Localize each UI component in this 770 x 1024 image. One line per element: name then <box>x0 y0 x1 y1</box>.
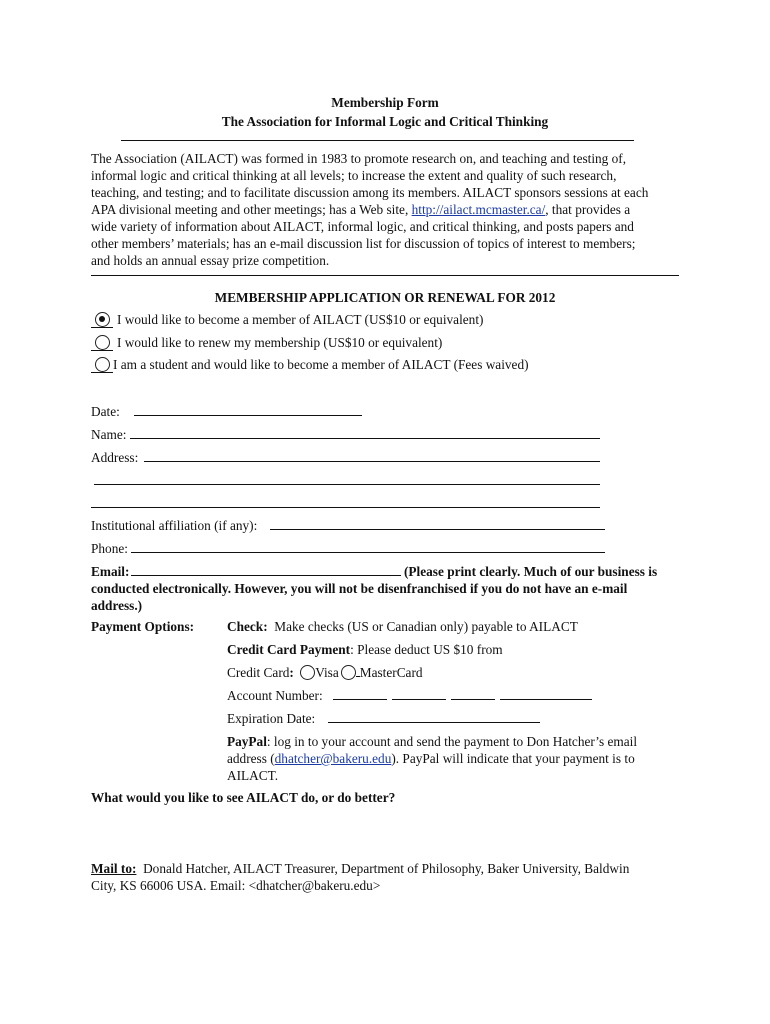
intro-line-3: teaching, and testing; and to facilitate discussion among its members. AILACT sponsors sessions at each <box>91 185 649 200</box>
account-number-label: Account Number: <box>227 688 323 703</box>
credit-card-text: : Please deduct US $10 from <box>350 642 503 657</box>
check-text: Make checks (US or Canadian only) payable to AILACT <box>274 619 578 634</box>
intro-line-4-start: APA divisional meeting and other meetings; has a Web site, <box>91 202 412 217</box>
intro-line-7: and holds an annual essay prize competition. <box>91 253 330 268</box>
option-student-member[interactable] <box>91 356 529 373</box>
expiration-label: Expiration Date: <box>227 711 316 726</box>
intro-line-5: wide variety of information about AILACT, informal logic, and critical thinking, and posts papers and <box>91 219 634 234</box>
email-note-2: conducted electronically. However, you will not be disenfranchised if you do not have an e-mail <box>91 581 628 596</box>
phone-field[interactable] <box>131 552 605 553</box>
option-renew-membership[interactable] <box>91 334 442 351</box>
form-title: Membership Form <box>331 95 439 110</box>
mail-to-line-2: City, KS 66006 USA. Email: <dhatcher@bakeru.edu> <box>91 878 381 893</box>
mastercard-radio-icon[interactable] <box>341 665 356 680</box>
intro-line-6: other members’ materials; has an e-mail discussion list for discussion of topics of interest to members; <box>91 236 636 251</box>
affiliation-field[interactable] <box>270 529 605 530</box>
intro-line-4 <box>91 201 630 218</box>
radio-icon[interactable] <box>95 335 110 350</box>
account-number-field-2[interactable] <box>392 699 446 700</box>
mail-to-line-1 <box>91 860 629 877</box>
option-label: I would like to become a member of AILACT (US$10 or equivalent) <box>117 312 484 327</box>
account-number-field-3[interactable] <box>451 699 495 700</box>
email-label: Email: <box>91 564 130 579</box>
paypal-text-1: : log in to your account and send the payment to Don Hatcher’s email <box>266 734 638 749</box>
paypal-label: PayPal <box>227 734 267 749</box>
paypal-text-2-end: ). PayPal will indicate that your payment is to <box>391 751 635 766</box>
option-label: I am a student and would like to become a member of AILACT (Fees waived) <box>113 357 529 372</box>
credit-card-type-label: Credit Card <box>227 665 290 680</box>
intro-line-1: The Association (AILACT) was formed in 1983 to promote research on, and teaching and testing of, <box>91 151 627 166</box>
option-become-member[interactable] <box>91 311 483 328</box>
paypal-line-2 <box>227 750 635 767</box>
name-label: Name: <box>91 427 127 442</box>
address-field-line-2[interactable] <box>94 484 600 485</box>
website-link[interactable]: http://ailact.mcmaster.ca/ <box>411 202 546 217</box>
visa-radio-icon[interactable] <box>300 665 315 680</box>
visa-label: Visa <box>315 665 339 680</box>
address-field-line-3[interactable] <box>91 507 600 508</box>
credit-card-colon: : <box>289 665 294 680</box>
paypal-line-1 <box>227 733 637 750</box>
intro-divider <box>91 275 679 276</box>
expiration-field[interactable] <box>328 722 540 723</box>
email-field[interactable] <box>131 575 401 576</box>
paypal-text-2-start: address ( <box>227 751 275 766</box>
credit-card-type-row <box>227 664 423 681</box>
date-field[interactable] <box>134 415 362 416</box>
application-heading: MEMBERSHIP APPLICATION OR RENEWAL FOR 2012 <box>214 290 556 305</box>
option-label: I would like to renew my membership (US$10 or equivalent) <box>117 335 443 350</box>
radio-icon[interactable] <box>95 357 110 372</box>
payment-credit-card <box>227 641 503 658</box>
name-field[interactable] <box>130 438 600 439</box>
payment-options-label: Payment Options: <box>91 619 195 634</box>
header-divider <box>121 140 634 141</box>
email-note-1: (Please print clearly. Much of our business is <box>404 564 658 579</box>
intro-line-4-end: , that provides a <box>545 202 631 217</box>
address-field[interactable] <box>144 461 600 462</box>
phone-label: Phone: <box>91 541 128 556</box>
email-note-3: address.) <box>91 598 143 613</box>
feedback-question: What would you like to see AILACT do, or do better? <box>91 790 396 805</box>
radio-checked-icon[interactable] <box>95 312 110 327</box>
mail-to-address-1: Donald Hatcher, AILACT Treasurer, Department of Philosophy, Baker University, Baldwin <box>136 861 630 876</box>
address-label: Address: <box>91 450 139 465</box>
paypal-line-3: AILACT. <box>227 768 279 783</box>
mail-to-label: Mail to: <box>91 861 137 876</box>
mastercard-label: MasterCard <box>359 665 423 680</box>
date-label: Date: <box>91 404 120 419</box>
credit-card-label: Credit Card Payment <box>227 642 351 657</box>
check-label: Check: <box>227 619 268 634</box>
affiliation-label: Institutional affiliation (if any): <box>91 518 258 533</box>
account-number-field-1[interactable] <box>333 699 387 700</box>
intro-line-2: informal logic and critical thinking at all levels; to increase the extent and quality of such research, <box>91 168 617 183</box>
account-number-field-4[interactable] <box>500 699 592 700</box>
form-subtitle: The Association for Informal Logic and Critical Thinking <box>221 114 549 129</box>
payment-check <box>227 618 578 635</box>
paypal-email-link[interactable]: dhatcher@bakeru.edu <box>274 751 392 766</box>
